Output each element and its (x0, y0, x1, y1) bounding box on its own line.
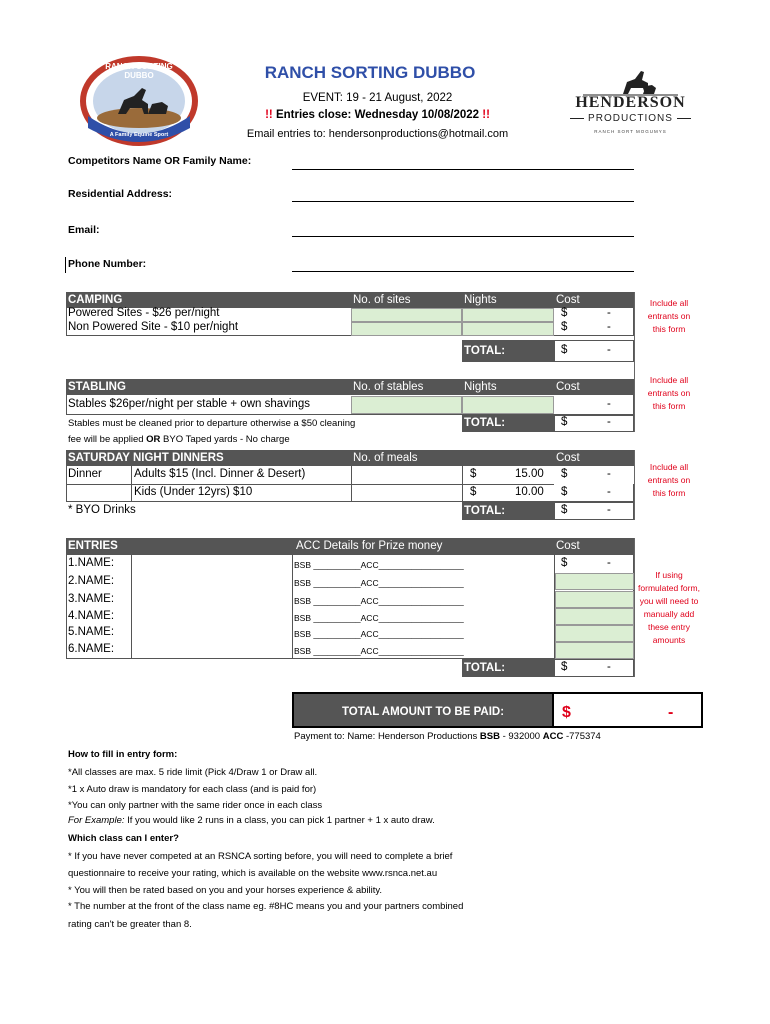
stables-nights-input[interactable] (462, 396, 554, 414)
camping-header: CAMPING (66, 292, 351, 308)
stables-label: Stables $26per/night per stable + own shavings (68, 398, 310, 410)
grand-total-cell (554, 692, 703, 728)
cost-value: - (607, 557, 611, 569)
instruction-line: questionnaire to receive your rating, which is available on the website www.rsnca.net.au (68, 868, 438, 879)
divider (634, 362, 635, 380)
ranch-sorting-logo (80, 56, 198, 146)
currency-symbol: $ (470, 468, 477, 480)
entry-cost-input[interactable] (555, 591, 634, 608)
stables-fine-print: Stables must be cleaned prior to departure otherwise a $50 cleaning (68, 418, 356, 429)
stables-count-input[interactable] (351, 396, 462, 414)
address-field[interactable] (292, 201, 634, 202)
address-label: Residential Address: (68, 188, 173, 200)
divider (634, 292, 635, 362)
currency-symbol: $ (561, 504, 568, 516)
acc-field[interactable]: BSB __________ACC__________________ (294, 578, 464, 588)
entry-name-label: 3.NAME: (68, 593, 115, 605)
camping-note: Include all entrants on this form (647, 298, 691, 334)
acc-field[interactable]: BSB __________ACC__________________ (294, 560, 464, 570)
camping-sites-header: No. of sites (351, 292, 462, 308)
divider (462, 466, 463, 502)
camping-cost-header: Cost (554, 292, 634, 308)
entries-cost-header: Cost (554, 538, 634, 555)
entry-name-label: 5.NAME: (68, 626, 115, 638)
non-powered-nights-input[interactable] (462, 322, 554, 336)
entries-total-value: - (607, 661, 611, 673)
logo-right-name: HENDERSON (575, 94, 686, 111)
entry-name-input[interactable] (132, 642, 292, 658)
currency-symbol: $ (561, 344, 568, 356)
acc-field[interactable]: BSB __________ACC__________________ (294, 629, 464, 639)
entry-name-label: 1.NAME: (68, 557, 115, 569)
entry-cost-input[interactable] (555, 625, 634, 642)
divider (292, 555, 293, 659)
warning-mark: !! (482, 109, 490, 121)
email-instructions: Email entries to: hendersonproductions@hotmail.com (246, 128, 509, 140)
cost-value: - (607, 398, 611, 410)
non-powered-sites-input[interactable] (351, 322, 462, 336)
entry-name-input[interactable] (132, 625, 292, 641)
phone-label: Phone Number: (68, 258, 147, 270)
dinner-label: Dinner (68, 468, 102, 480)
entry-cost-input[interactable] (555, 608, 634, 625)
entry-name-input[interactable] (132, 556, 292, 572)
currency-symbol: $ (561, 486, 568, 498)
instruction-line: * The number at the front of the class name eg. #8HC means you and your partners combined (68, 901, 464, 912)
stables-fine-print-2: fee will be applied OR BYO Taped yards - No charge (68, 434, 290, 445)
howto-title: How to fill in entry form: (68, 749, 178, 760)
phone-field[interactable] (292, 271, 634, 272)
email-label: Email: (68, 224, 100, 236)
dinners-header: SATURDAY NIGHT DINNERS (66, 450, 351, 466)
instruction-line: * If you have never competed at an RSNCA sorting before, you will need to complete a brief (68, 851, 453, 862)
entries-close (220, 109, 535, 121)
warning-mark: !! (265, 109, 273, 121)
grand-total-currency: $ (562, 704, 571, 721)
entries-note: If using formulated form, you will need to manually add these entry amounts (638, 570, 700, 645)
entry-name-label: 6.NAME: (68, 643, 115, 655)
logo-right-sub: PRODUCTIONS (563, 113, 698, 124)
instruction-line: * You will then be rated based on you and your horses experience & ability. (68, 885, 383, 896)
camping-total-value: - (607, 344, 611, 356)
dinners-total-label: TOTAL: (462, 502, 554, 520)
name-field[interactable] (292, 169, 634, 170)
email-field[interactable] (292, 236, 634, 237)
divider (634, 450, 635, 520)
currency-symbol: $ (561, 307, 568, 319)
stabling-cost-header: Cost (554, 379, 634, 395)
currency-symbol: $ (561, 321, 568, 333)
entries-header: ENTRIES (66, 538, 292, 555)
divider (351, 466, 352, 502)
event-title: RANCH SORTING DUBBO (264, 63, 476, 82)
camping-nights-header: Nights (462, 292, 554, 308)
instruction-line: rating can't be greater than 8. (68, 919, 192, 930)
cost-value: - (607, 321, 611, 333)
divider (634, 538, 635, 677)
stabling-nights-header: Nights (462, 379, 554, 395)
divider (66, 484, 554, 485)
entry-cost-input[interactable] (555, 573, 634, 590)
non-powered-site-label: Non Powered Site - $10 per/night (68, 321, 239, 333)
currency-symbol: $ (561, 557, 568, 569)
dinners-cost-header: Cost (554, 450, 634, 466)
dinners-total-value: - (607, 504, 611, 516)
adults-price: 15.00 (515, 468, 544, 480)
entry-name-input[interactable] (132, 574, 292, 590)
cost-value: - (607, 307, 611, 319)
byo-drinks-note: * BYO Drinks (68, 504, 136, 516)
instruction-line: *You can only partner with the same rider once in each class (68, 800, 323, 811)
camping-total-label: TOTAL: (462, 340, 554, 362)
currency-symbol: $ (561, 468, 568, 480)
instruction-line: *All classes are max. 5 ride limit (Pick 4/Draw 1 or Draw all. (68, 767, 318, 778)
logo-left-top-text: RANCH SORTING DUBBO (105, 62, 173, 80)
which-class-title: Which class can I enter? (68, 833, 179, 844)
name-label: Competitors Name OR Family Name: (68, 155, 252, 167)
acc-details-header: ACC Details for Prize money (292, 538, 554, 555)
instruction-line: *1 x Auto draw is mandatory for each class (and is paid for) (68, 784, 317, 795)
powered-site-label: Powered Sites - $26 per/night (68, 307, 220, 319)
powered-sites-input[interactable] (351, 308, 462, 322)
entries-close-text: Entries close: Wednesday 10/08/2022 (272, 109, 483, 121)
payment-details: Payment to: Name: Henderson Productions BSB - 932000 ACC -775374 (294, 731, 601, 742)
henderson-logo (563, 66, 698, 138)
kids-price: 10.00 (515, 486, 544, 498)
cost-value: - (607, 486, 611, 498)
acc-field[interactable]: BSB __________ACC__________________ (294, 646, 464, 656)
divider (65, 257, 66, 273)
dinners-meals-header: No. of meals (351, 450, 462, 466)
acc-field[interactable]: BSB __________ACC__________________ (294, 613, 464, 623)
stabling-count-header: No. of stables (351, 379, 462, 395)
logo-left-bottom-text: A Family Equine Sport (109, 132, 169, 138)
event-dates: EVENT: 19 - 21 August, 2022 (302, 92, 453, 104)
entry-name-input[interactable] (132, 592, 292, 608)
entry-name-label: 2.NAME: (68, 575, 115, 587)
entry-name-label: 4.NAME: (68, 610, 115, 622)
acc-field[interactable]: BSB __________ACC__________________ (294, 596, 464, 606)
entry-cost-input[interactable] (555, 642, 634, 659)
currency-symbol: $ (470, 486, 477, 498)
adults-dinner-label: Adults $15 (Incl. Dinner & Desert) (134, 468, 306, 480)
kids-dinner-label: Kids (Under 12yrs) $10 (134, 486, 253, 498)
entry-name-input[interactable] (132, 609, 292, 625)
divider (634, 379, 635, 432)
dinners-note: Include all entrants on this form (647, 462, 691, 498)
currency-symbol: $ (561, 661, 568, 673)
grand-total-label: TOTAL AMOUNT TO BE PAID: (292, 692, 554, 728)
stabling-total-value: - (607, 416, 611, 428)
stabling-header: STABLING (66, 379, 351, 395)
example-line: For Example: If you would like 2 runs in a class, you can pick 1 partner + 1 x auto draw. (68, 815, 435, 826)
stabling-total-label: TOTAL: (462, 415, 554, 432)
grand-total-value: - (668, 704, 674, 721)
powered-nights-input[interactable] (462, 308, 554, 322)
currency-symbol: $ (561, 416, 568, 428)
stabling-note: Include all entrants on this form (647, 375, 691, 411)
entries-total-label: TOTAL: (462, 659, 554, 677)
cost-value: - (607, 468, 611, 480)
logo-right-tag: RANCH SORT MOGUMYS (594, 129, 667, 134)
